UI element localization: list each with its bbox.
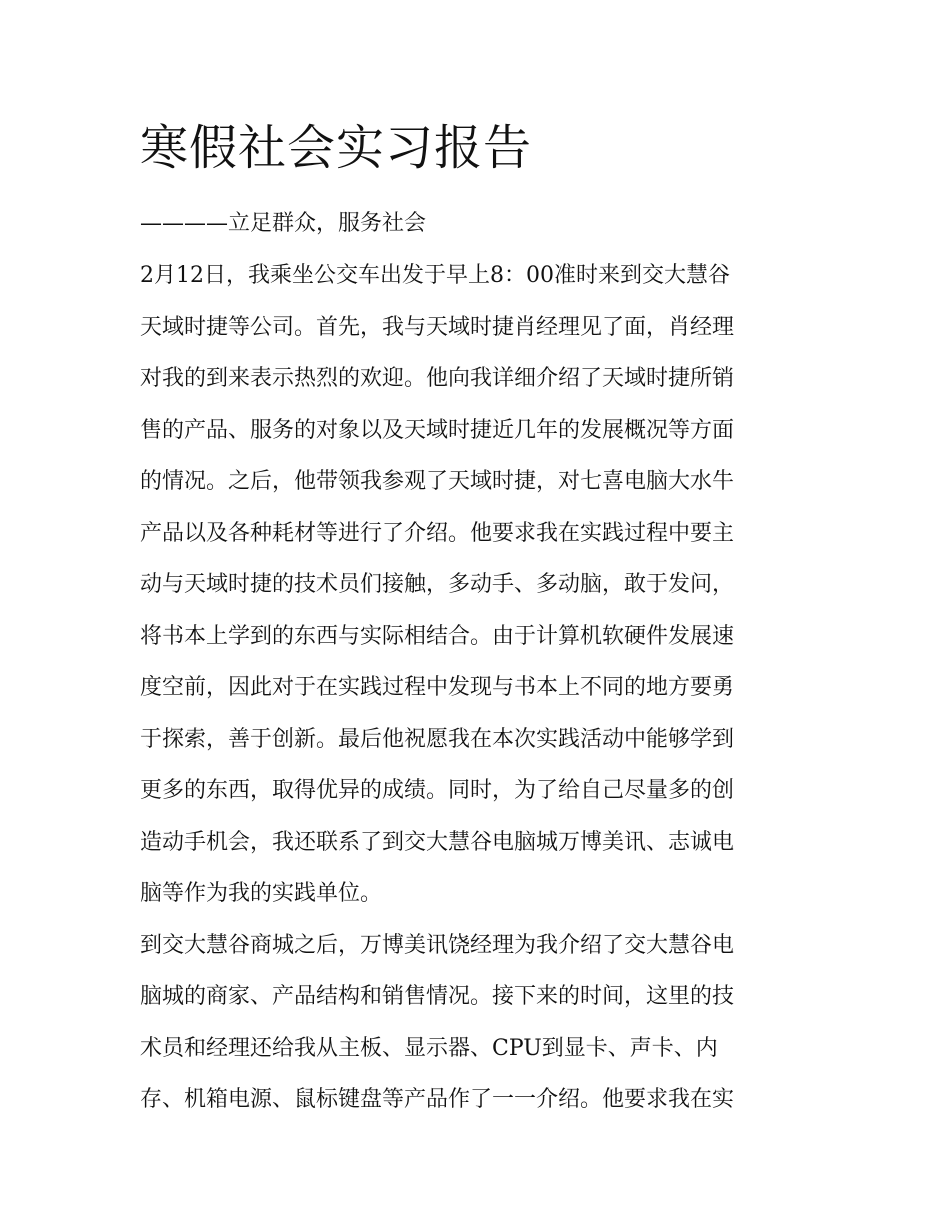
text-line: 脑等作为我的实践单位。 — [140, 881, 383, 906]
text-line: 度空前，因此对于在实践过程中发现与书本上不同的地方要勇 — [140, 675, 735, 700]
document-page — [140, 112, 812, 1126]
document-title: 寒假社会实习报告 — [140, 120, 533, 176]
document-subtitle: ————立足群众，服务社会 — [140, 211, 427, 236]
text-line: 2月12日，我乘坐公交车出发于早上8：00准时来到交大慧谷 — [140, 263, 730, 288]
paragraph-1 — [140, 250, 812, 920]
text-line: 产品以及各种耗材等进行了介绍。他要求我在实践过程中要主 — [140, 520, 735, 546]
text-line: 的情况。之后，他带领我参观了天域时捷，对七喜电脑大水牛 — [140, 469, 735, 494]
text-line: 对我的到来表示热烈的欢迎。他向我详细介绍了天域时捷所销 — [140, 366, 735, 391]
text-line: 售的产品、服务的对象以及天域时捷近几年的发展概况等方面 — [140, 417, 735, 443]
text-line: 天域时捷等公司。首先，我与天域时捷肖经理见了面，肖经理 — [140, 314, 735, 340]
text-line: 将书本上学到的东西与实际相结合。由于计算机软硬件发展速 — [140, 623, 735, 649]
text-line: 造动手机会，我还联系了到交大慧谷电脑城万博美讯、志诚电 — [140, 829, 735, 855]
text-line: 术员和经理还给我从主板、显示器、CPU到显卡、声卡、内 — [140, 1035, 718, 1061]
text-line: 到交大慧谷商城之后，万博美讯饶经理为我介绍了交大慧谷电 — [140, 932, 735, 958]
text-line: 于探索，善于创新。最后他祝愿我在本次实践活动中能够学到 — [140, 726, 735, 752]
text-line: 存、机箱电源、鼠标键盘等产品作了一一介绍。他要求我在实 — [140, 1087, 735, 1112]
text-line: 动与天域时捷的技术员们接触，多动手、多动脑，敢于发问， — [140, 572, 735, 597]
paragraph-2 — [140, 920, 812, 1126]
text-line: 脑城的商家、产品结构和销售情况。接下来的时间，这里的技 — [140, 984, 735, 1009]
text-line: 更多的东西，取得优异的成绩。同时，为了给自己尽量多的创 — [140, 778, 735, 803]
